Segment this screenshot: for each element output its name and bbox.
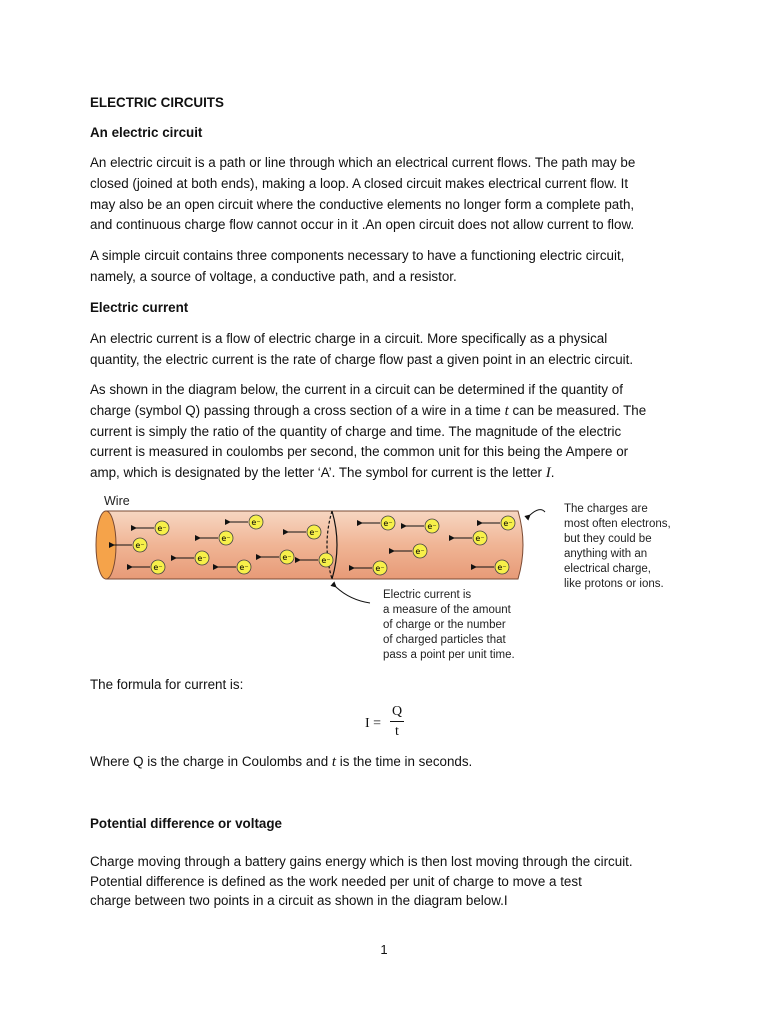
wire-current-diagram <box>90 488 690 668</box>
formula-denominator: t <box>395 724 399 739</box>
electron-label: e⁻ <box>497 563 507 572</box>
text-line: A simple circuit contains three components necessary to have a functioning electric circuit, <box>90 248 625 263</box>
paragraph-circuit-definition <box>90 153 670 236</box>
text-line: Where Q is the charge in Coulombs and <box>90 754 332 769</box>
electron-label: e⁻ <box>221 534 231 543</box>
formula-intro: The formula for current is: <box>90 677 244 692</box>
electron-label: e⁻ <box>375 564 385 573</box>
text-line: namely, a source of voltage, a conductive path, and a resistor. <box>90 268 457 284</box>
text-line: current is measured in coulombs per second, the common unit for this being the Ampere or <box>90 444 629 460</box>
variable-t: t <box>331 754 337 770</box>
text-line: charge (symbol Q) passing through a cross section of a wire in a time <box>90 402 505 418</box>
electron-label: e⁻ <box>282 553 292 562</box>
text-line: quantity, the electric current is the rate of charge flow past a given point in an electric circuit. <box>90 351 634 367</box>
formula-numerator: Q <box>391 704 403 719</box>
variable-i: I <box>545 465 551 482</box>
paragraph-voltage <box>90 852 670 911</box>
text-line: An electric current is a flow of electric charge in a circuit. More specifically as a physical <box>90 331 608 346</box>
electron-label: e⁻ <box>135 541 145 550</box>
text-line: An electric circuit is a path or line through which an electrical current flows. The path may be <box>90 155 636 170</box>
text-line: amp, which is designated by the letter ‘A’. The symbol for current is the letter <box>90 465 546 481</box>
text-line: closed (joined at both ends), making a loop. A closed circuit makes electrical current flow. It <box>90 175 629 191</box>
text-line: Potential difference is defined as the work needed per unit of charge to move a test <box>90 873 582 889</box>
text-line: can be measured. The <box>508 402 647 418</box>
note-line: most often electrons, <box>564 518 671 530</box>
wire-body <box>106 511 523 579</box>
paragraph-current-definition <box>90 329 670 371</box>
wire-end-face <box>96 511 116 579</box>
text-line: is the time in seconds. <box>336 754 473 769</box>
electron-label: e⁻ <box>309 528 319 537</box>
note-line: pass a point per unit time. <box>383 649 515 661</box>
electron-label: e⁻ <box>157 524 167 533</box>
note-line: of charge or the number <box>383 619 506 631</box>
text-line: and continuous charge flow cannot occur in it .An open circuit does not allow current to flow. <box>90 217 635 233</box>
electron-label: e⁻ <box>197 554 207 563</box>
page-number: 1 <box>380 942 388 957</box>
electron-label: e⁻ <box>153 563 163 572</box>
note-line: but they could be <box>564 533 652 545</box>
electron-label: e⁻ <box>251 518 261 527</box>
formula-explanation <box>90 752 670 773</box>
text-line: Charge moving through a battery gains energy which is then lost moving through the circuit. <box>90 854 633 869</box>
current-note <box>383 589 515 661</box>
paragraph-current-measurement <box>90 380 670 484</box>
charges-pointer <box>530 510 545 515</box>
note-line: a measure of the amount <box>383 604 511 616</box>
electron-label: e⁻ <box>321 556 331 565</box>
text-line: may also be an open circuit where the conductive elements no longer form a complete path, <box>90 196 635 212</box>
formula-fraction <box>390 703 404 742</box>
text-line: current is simply the ratio of the quantity of charge and time. The magnitude of the electric <box>90 423 622 439</box>
heading-potential-difference: Potential difference or voltage <box>90 816 282 831</box>
note-line: Electric current is <box>383 589 472 601</box>
note-line: The charges are <box>564 503 648 515</box>
electron-label: e⁻ <box>503 519 513 528</box>
wire-label: Wire <box>104 494 130 508</box>
heading-electric-current: Electric current <box>90 300 189 315</box>
electron-label: e⁻ <box>475 534 485 543</box>
current-pointer <box>336 587 370 603</box>
wire-diagram-svg <box>90 488 690 668</box>
note-line: of charged particles that <box>383 634 506 646</box>
current-formula <box>365 703 425 747</box>
electron-label: e⁻ <box>415 547 425 556</box>
charges-note <box>564 503 671 590</box>
formula-lhs: I = <box>365 716 382 731</box>
heading-electric-circuit: An electric circuit <box>90 125 203 140</box>
paragraph-simple-circuit <box>90 246 670 288</box>
electron-label: e⁻ <box>383 519 393 528</box>
text-line: charge between two points in a circuit as shown in the diagram below.I <box>90 893 508 908</box>
electron-label: e⁻ <box>427 522 437 531</box>
electron-label: e⁻ <box>239 563 249 572</box>
text-line: . <box>550 465 555 481</box>
note-line: anything with an <box>564 548 648 560</box>
note-line: electrical charge, <box>564 563 651 575</box>
variable-t: t <box>504 402 509 419</box>
text-line: As shown in the diagram below, the current in a circuit can be determined if the quantity of <box>90 382 623 397</box>
note-line: like protons or ions. <box>564 578 664 590</box>
document-title: ELECTRIC CIRCUITS <box>90 95 224 110</box>
